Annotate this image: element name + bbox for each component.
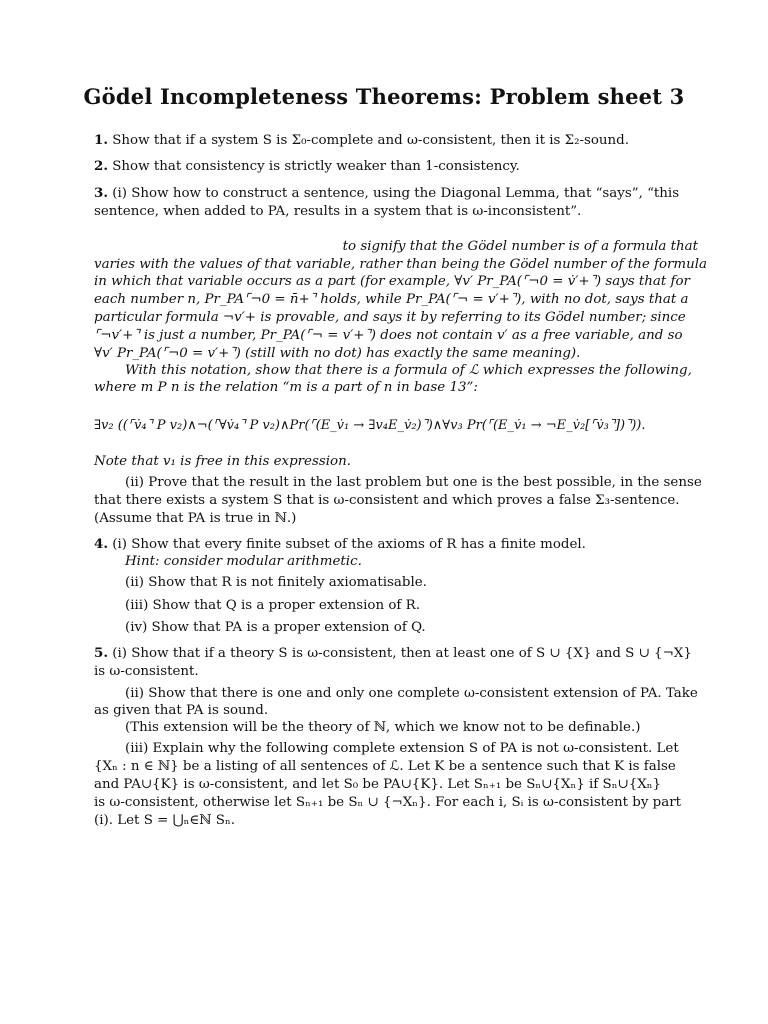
problem-5-part-iii-line-2: {Xₙ : n ∈ ℕ} be a listing of all sentences of ℒ. Let K be a sentence such that K is false bbox=[94, 759, 676, 774]
problem-5-line-1: 5. (i) Show that if a theory S is ω-consistent, then at least one of S ∪ {X} and S ∪ {¬X} bbox=[94, 645, 692, 661]
problem-4-part-ii: (ii) Show that R is not finitely axiomatisable. bbox=[125, 575, 427, 590]
problem-3-free-variable-note: Note that v₁ is free in this expression. bbox=[94, 454, 351, 469]
problem-3-line-1: 3. (i) Show how to construct a sentence, using the Diagonal Lemma, that “says”, “this bbox=[94, 185, 680, 201]
problem-5-part-iii-line-1: (iii) Explain why the following complete extension S of PA is not ω-consistent. Let bbox=[125, 741, 679, 756]
problem-5-part-iii-line-3: and PA∪{K} is ω-consistent, and let S₀ be PA∪{K}. Let Sₙ₊₁ be Sₙ∪{Xₙ} if Sₙ∪{Xₙ} bbox=[94, 777, 662, 792]
problem-5-part-iii-line-5: (i). Let S = ⋃ₙ∈ℕ Sₙ. bbox=[94, 813, 236, 828]
problem-3-part-ii-line-3: (Assume that PA is true in ℕ.) bbox=[94, 511, 297, 526]
problem-3-note-line-8: With this notation, show that there is a formula of ℒ which expresses the following, bbox=[125, 363, 692, 378]
problem-5-line-2: is ω-consistent. bbox=[94, 664, 199, 679]
problem-4-part-iv: (iv) Show that PA is a proper extension of Q. bbox=[125, 620, 426, 635]
problem-5-part-iii-line-4: is ω-consistent, otherwise let Sₙ₊₁ be Sₙ ∪ {¬Xₙ}. For each i, Sᵢ is ω-consistent by part bbox=[94, 795, 681, 810]
problem-5-part-ii-line-3: (This extension will be the theory of ℕ, which we know not to be definable.) bbox=[125, 720, 641, 735]
problem-4-part-i: 4. (i) Show that every finite subset of the axioms of R has a finite model. bbox=[94, 536, 586, 552]
problem-3-note-line-7: ∀v′ Pr_PA(⌜¬0 = v′+⌝) (still with no dot) has exactly the same meaning). bbox=[94, 346, 581, 361]
problem-1: 1. Show that if a system S is Σ₀-complete and ω-consistent, then it is Σ₂-sound. bbox=[94, 132, 629, 148]
problem-4-hint: Hint: consider modular arithmetic. bbox=[125, 554, 362, 569]
problem-3-part-ii-line-2: that there exists a system S that is ω-consistent and which proves a false Σ₃-sentence. bbox=[94, 493, 680, 508]
problem-3-note-line-3: in which that variable occurs as a part (for example, ∀v′ Pr_PA(⌜¬0 = v̇′+⌝) says that for bbox=[94, 274, 690, 289]
problem-3-note-line-6: ⌜¬v′+⌝ is just a number, Pr_PA(⌜¬ = v′+⌝) does not contain v′ as a free variable, and so bbox=[94, 328, 683, 343]
problem-3-note-line-2: varies with the values of that variable, rather than being the Gödel number of the formula bbox=[94, 257, 708, 272]
problem-3-note-line-1: to signify that the Gödel number is of a formula that bbox=[342, 239, 698, 254]
problem-3-note-line-9: where m P n is the relation “m is a part of n in base 13”: bbox=[94, 380, 478, 395]
problem-3-note-line-5: particular formula ¬v′+ is provable, and says it by referring to its Gödel number; since bbox=[94, 310, 686, 325]
problem-3-line-2: sentence, when added to PA, results in a system that is ω-inconsistent”. bbox=[94, 204, 582, 219]
problem-3-note-line-4: each number n, Pr_PA⌜¬0 = n̄+⌝ holds, while Pr_PA(⌜¬ = v′+⌝), with no dot, says that a bbox=[94, 292, 689, 307]
problem-2: 2. Show that consistency is strictly weaker than 1-consistency. bbox=[94, 158, 520, 174]
page-title: Gödel Incompleteness Theorems: Problem sheet 3 bbox=[83, 84, 685, 109]
problem-4-part-iii: (iii) Show that Q is a proper extension of R. bbox=[125, 598, 420, 613]
problem-3-formula: ∃v₂ ((⌜v̇₄⌝ P v₂)∧¬(⌜∀v̇₄⌝ P v₂)∧Pr(⌜(E_v̇₁ → ∃v₄E_v̇₂)⌝)∧∀v₃ Pr(⌜(E_v̇₁ → ¬E_v̇₂[⌜v̇₃⌝])⌝)). bbox=[94, 418, 646, 433]
problem-5-part-ii-line-2: as given that PA is sound. bbox=[94, 703, 269, 718]
problem-5-part-ii-line-1: (ii) Show that there is one and only one complete ω-consistent extension of PA. Take bbox=[125, 686, 698, 701]
problem-3-part-ii-line-1: (ii) Prove that the result in the last problem but one is the best possible, in the sense bbox=[125, 475, 702, 490]
